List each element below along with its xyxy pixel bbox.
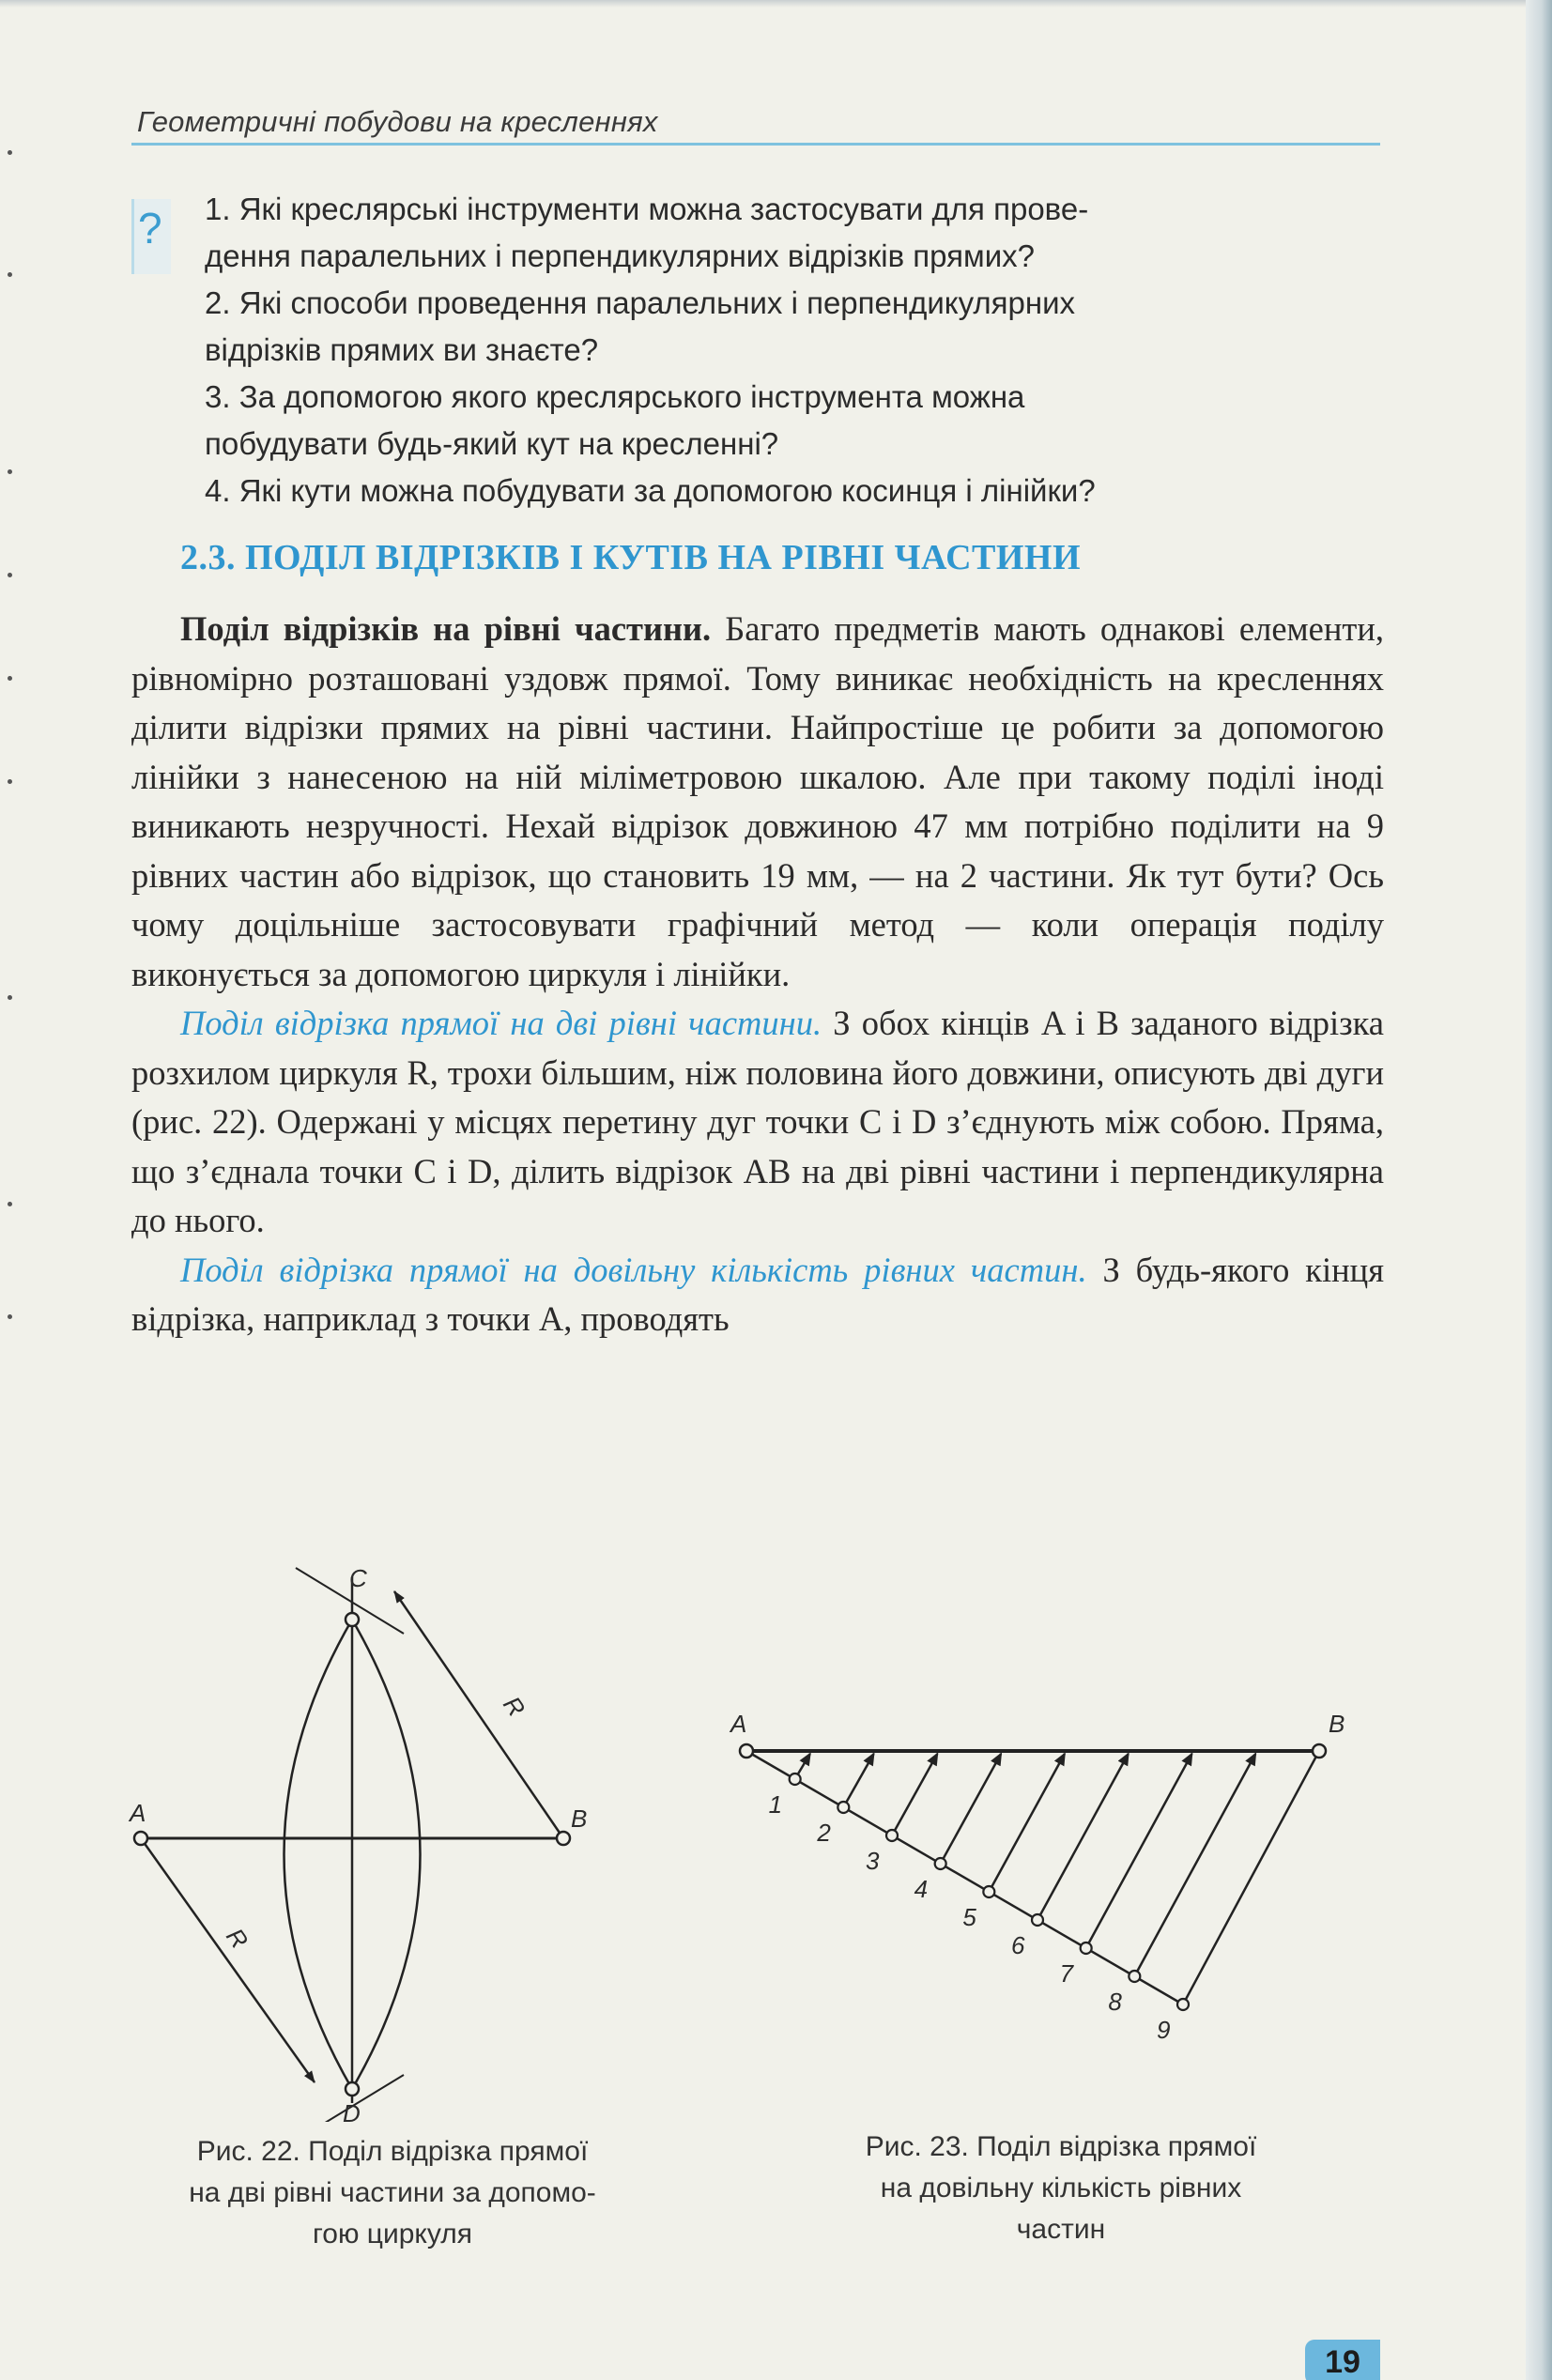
division-label: 2 [817, 1819, 831, 1847]
margin-mark [8, 995, 12, 1000]
margin-mark [8, 779, 12, 784]
parallel-lines [795, 1754, 1256, 1976]
label-c: C [349, 1564, 367, 1592]
caption-line: Рис. 22. Поділ відрізка прямої [196, 2136, 589, 2167]
division-label: 8 [1108, 1988, 1122, 2016]
division-label: 9 [1157, 2016, 1171, 2044]
division-point [1081, 1942, 1092, 1954]
label-a: A [730, 1710, 747, 1738]
figure-22-caption [111, 2131, 674, 2255]
question-mark-icon [131, 199, 171, 274]
division-label: 1 [768, 1790, 783, 1819]
parallel-line [843, 1754, 873, 1807]
label-d: D [343, 2099, 361, 2122]
review-questions [205, 186, 1388, 514]
label-b: B [1329, 1710, 1345, 1738]
question-line: відрізків прямих ви знаєте? [205, 332, 599, 367]
margin-mark [8, 676, 12, 681]
question-mark-glyph: ? [138, 204, 162, 253]
margin-mark [8, 469, 12, 474]
section-title: 2.3. ПОДІЛ ВІДРІЗКІВ І КУТІВ НА РІВНІ ЧАСТИНИ [180, 538, 1082, 577]
caption-line: на дві рівні частини за допомо- [189, 2177, 596, 2208]
division-point [983, 1886, 994, 1897]
division-point [837, 1802, 849, 1813]
paragraph-divide [131, 1246, 1384, 1344]
parallel-line [1134, 1754, 1255, 1976]
division-label: 7 [1059, 1959, 1074, 1988]
label-b: B [571, 1804, 588, 1833]
running-head: Геометричні побудови на кресленнях [137, 105, 658, 138]
header-rule [131, 143, 1380, 146]
margin-mark [8, 1314, 12, 1319]
body-text [131, 605, 1384, 1344]
division-label: 3 [866, 1847, 880, 1875]
arc-left [284, 1620, 353, 2089]
question-line: 3. За допомогою якого креслярського інструмента можна [205, 379, 1025, 414]
caption-line: Рис. 23. Поділ відрізка прямої [865, 2131, 1257, 2162]
figure-23-divide [714, 1695, 1371, 2070]
caption-line: частин [1016, 2214, 1106, 2245]
point-b [1313, 1744, 1326, 1758]
page-right-edge [1526, 0, 1552, 2380]
paragraph-text: З обох кінців A і B заданого відрізка розхилом циркуля R, трохи більшим, ніж половина його довжини, описують дві дуги (рис. 22). Одержані у місцях перетину дуг точки C і D з’єднують між собою. Пряма, що з’єднала точки C і D, ділить відрізок AB на дві рівні частини і перпендикулярна до нього. [131, 1004, 1385, 1239]
point-d [346, 2082, 359, 2096]
page-number: 19 [1305, 2340, 1380, 2380]
figure-22-bisect [122, 1549, 648, 2122]
point-b [557, 1832, 570, 1845]
radius-line-bottom [141, 1838, 315, 2082]
paragraph-text: Багато предметів мають однакові елементи, рівномірно розташовані уздовж прямої. Тому виникає необхідність на кресленнях ділити відрізки прямих на рівні частини. Найпростіше це робити за допомогою лінійки з нанесеною на ній міліметровою шкалою. Але при такому поділі іноді виникають незручності. Нехай відрізок довжиною 47 мм потрібно поділити на 9 рівних частин або відрізок, що становить 19 мм, — на 2 частини. Як тут бути? Ось чому доцільніше застосовувати графічний метод — коли операція поділу виконується за допомогою циркуля і лінійки. [131, 609, 1384, 993]
margin-mark [8, 272, 12, 277]
figure-23-caption [789, 2127, 1333, 2250]
parallel-line [941, 1754, 1001, 1864]
radius-line-top [394, 1591, 563, 1838]
page-top-edge [0, 0, 1552, 8]
division-point [1177, 1999, 1189, 2010]
division-point [1032, 1914, 1043, 1926]
parallel-line [989, 1754, 1065, 1892]
division-points [769, 1773, 1189, 2044]
caption-line: гою циркуля [313, 2219, 472, 2249]
division-point [790, 1773, 801, 1785]
point-a [740, 1744, 753, 1758]
closing-line [1183, 1751, 1319, 2004]
auxiliary-ray [746, 1751, 1183, 2004]
label-r-top: R [498, 1691, 531, 1722]
division-point [935, 1858, 946, 1869]
division-point [1129, 1971, 1140, 1982]
paragraph-segments [131, 605, 1384, 999]
label-a: A [130, 1799, 146, 1827]
caption-line: на довільну кількість рівних [880, 2173, 1242, 2203]
point-a [134, 1832, 147, 1845]
label-r-bottom: R [221, 1923, 254, 1954]
paragraph-bisect [131, 999, 1384, 1246]
margin-mark [8, 1202, 12, 1206]
division-point [886, 1830, 898, 1841]
question-line: 4. Які кути можна побудувати за допомогою косинця і лінійки? [205, 473, 1096, 508]
question-line: 2. Які способи проведення паралельних і перпендикулярних [205, 285, 1076, 320]
question-line: дення паралельних і перпендикулярних відрізків прямих? [205, 238, 1036, 273]
paragraph-lead: Поділ відрізка прямої на довільну кількість рівних частин. [180, 1250, 1087, 1289]
parallel-line [1086, 1754, 1192, 1948]
arc-right [352, 1620, 421, 2089]
point-c [346, 1613, 359, 1626]
paragraph-text: З будь-якого кінця відрізка, наприклад з точки A, проводять [131, 1250, 1385, 1338]
paragraph-lead: Поділ відрізка прямої на дві рівні частини. [180, 1004, 822, 1042]
division-label: 4 [914, 1875, 929, 1903]
division-label: 6 [1011, 1931, 1025, 1959]
parallel-line [892, 1754, 937, 1835]
question-line: побудувати будь-який кут на кресленні? [205, 426, 779, 461]
margin-mark [8, 150, 12, 155]
division-label: 5 [962, 1903, 976, 1931]
paragraph-lead: Поділ відрізків на рівні частини. [180, 609, 712, 648]
question-line: 1. Які креслярські інструменти можна застосувати для прове- [205, 192, 1089, 226]
margin-mark [8, 573, 12, 577]
